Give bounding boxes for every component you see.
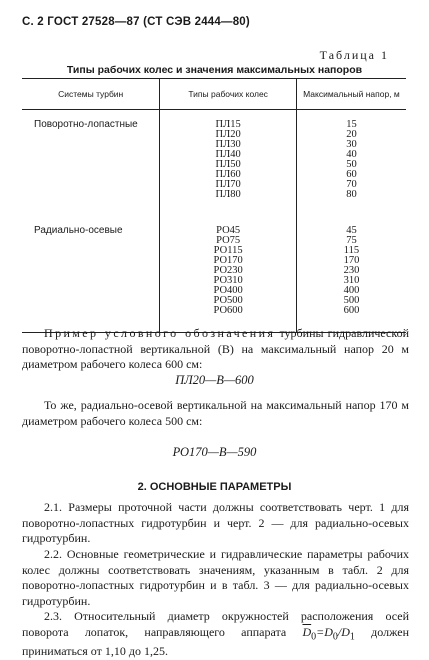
table-row-pl — [22, 110, 406, 217]
type-value: РО115 — [213, 245, 243, 256]
head-value: 30 — [346, 139, 357, 150]
type-value: РО400 — [213, 285, 243, 296]
type-value: ПЛ20 — [215, 129, 241, 140]
type-value: РО230 — [213, 265, 243, 276]
head-value: 115 — [343, 245, 360, 256]
table-row-ro — [22, 216, 406, 333]
col-header-head: Максимальный напор, м — [296, 79, 406, 110]
type-value: ПЛ80 — [215, 189, 241, 200]
head-value: 50 — [346, 159, 357, 170]
types-cell — [160, 110, 297, 217]
type-value: ПЛ50 — [215, 159, 241, 170]
system-cell — [22, 216, 160, 333]
example-formula-pl: ПЛ20—В—600 — [175, 373, 254, 387]
example-text: турбины гидравлической поворотно-лопастной вертикальной (В) на максимальный напор 20 м диаметром рабочего колеса 600 см: — [22, 326, 409, 371]
type-value: РО310 — [213, 275, 243, 286]
heads-cell — [296, 110, 406, 217]
paragraph-2-2: 2.2. Основные геометрические и гидравлические параметры рабочих колес должны соответствовать значениям, указанным в табл. 2 для поворотно-лопастных гидротурбин и в табл. 3 — для радиально-осевых гидротурбин. — [22, 547, 409, 608]
col-header-systems: Системы турбин — [22, 79, 160, 110]
head-value: 400 — [343, 285, 360, 296]
type-value: ПЛ30 — [215, 139, 241, 150]
type-value: РО45 — [216, 225, 241, 236]
p23-text-before: 2.3. Относительный диаметр окружностей расположения осей поворота лопаток, направляющего аппарата — [22, 609, 409, 639]
d0-subscript: 0 — [332, 630, 338, 642]
turbine-table — [22, 78, 406, 333]
head-value: 20 — [346, 129, 357, 140]
head-value: 15 — [346, 119, 357, 130]
type-value: РО600 — [213, 305, 243, 316]
head-value: 170 — [343, 255, 360, 266]
table-caption: Типы рабочих колес и значения максимальных напоров — [66, 64, 363, 76]
div-d1: /D — [337, 624, 350, 639]
head-value: 40 — [346, 149, 357, 160]
equals-d0: =D — [316, 624, 333, 639]
heads-cell — [296, 216, 406, 333]
d0-bar-subscript: 0 — [311, 630, 317, 642]
head-value: 45 — [346, 225, 357, 236]
section-title: 2. ОСНОВНЫЕ ПАРАМЕТРЫ — [137, 481, 292, 493]
head-value: 500 — [343, 295, 360, 306]
system-name: Радиально-осевые — [34, 225, 123, 236]
same-paragraph: То же, радиально-осевой вертикальной на максимальный напор 170 м диаметром рабочего колеса 500 см: — [22, 398, 409, 428]
d0-bar-symbol: $\overline{D}$ — [302, 624, 312, 639]
type-value: РО170 — [213, 255, 243, 266]
head-value: 60 — [346, 169, 357, 180]
types-cell — [160, 216, 297, 333]
col-header-types: Типы рабочих колес — [160, 79, 297, 110]
type-value: РО500 — [213, 295, 243, 306]
example-lead: Пример условного обозначения — [44, 326, 276, 340]
example-formula-ro: РО170—В—590 — [172, 445, 257, 459]
type-value: ПЛ40 — [215, 149, 241, 160]
page-header: С. 2 ГОСТ 27528—87 (СТ СЭВ 2444—80) — [22, 16, 250, 28]
head-value: 310 — [343, 275, 360, 286]
d1-subscript: 1 — [349, 630, 355, 642]
head-value: 75 — [346, 235, 357, 246]
type-value: ПЛ60 — [215, 169, 241, 180]
type-value: ПЛ70 — [215, 179, 241, 190]
table-number: Таблица 1 — [319, 48, 389, 62]
system-name: Поворотно-лопастные — [34, 119, 138, 130]
type-value: РО75 — [216, 235, 241, 246]
paragraph-2-3 — [22, 609, 409, 660]
head-value: 230 — [343, 265, 360, 276]
head-value: 600 — [343, 305, 360, 316]
p23-text-after: должен приниматься от 1,10 до 1,25. — [22, 624, 409, 659]
type-value: ПЛ15 — [215, 119, 241, 130]
example-paragraph — [22, 326, 409, 373]
system-cell — [22, 110, 160, 217]
paragraph-2-1: 2.1. Размеры проточной части должны соответствовать черт. 1 для поворотно-лопастных гидротурбин и черт. 2 — для радиально-осевых гидротурбин. — [22, 500, 409, 545]
head-value: 70 — [346, 179, 357, 190]
head-value: 80 — [346, 189, 357, 200]
